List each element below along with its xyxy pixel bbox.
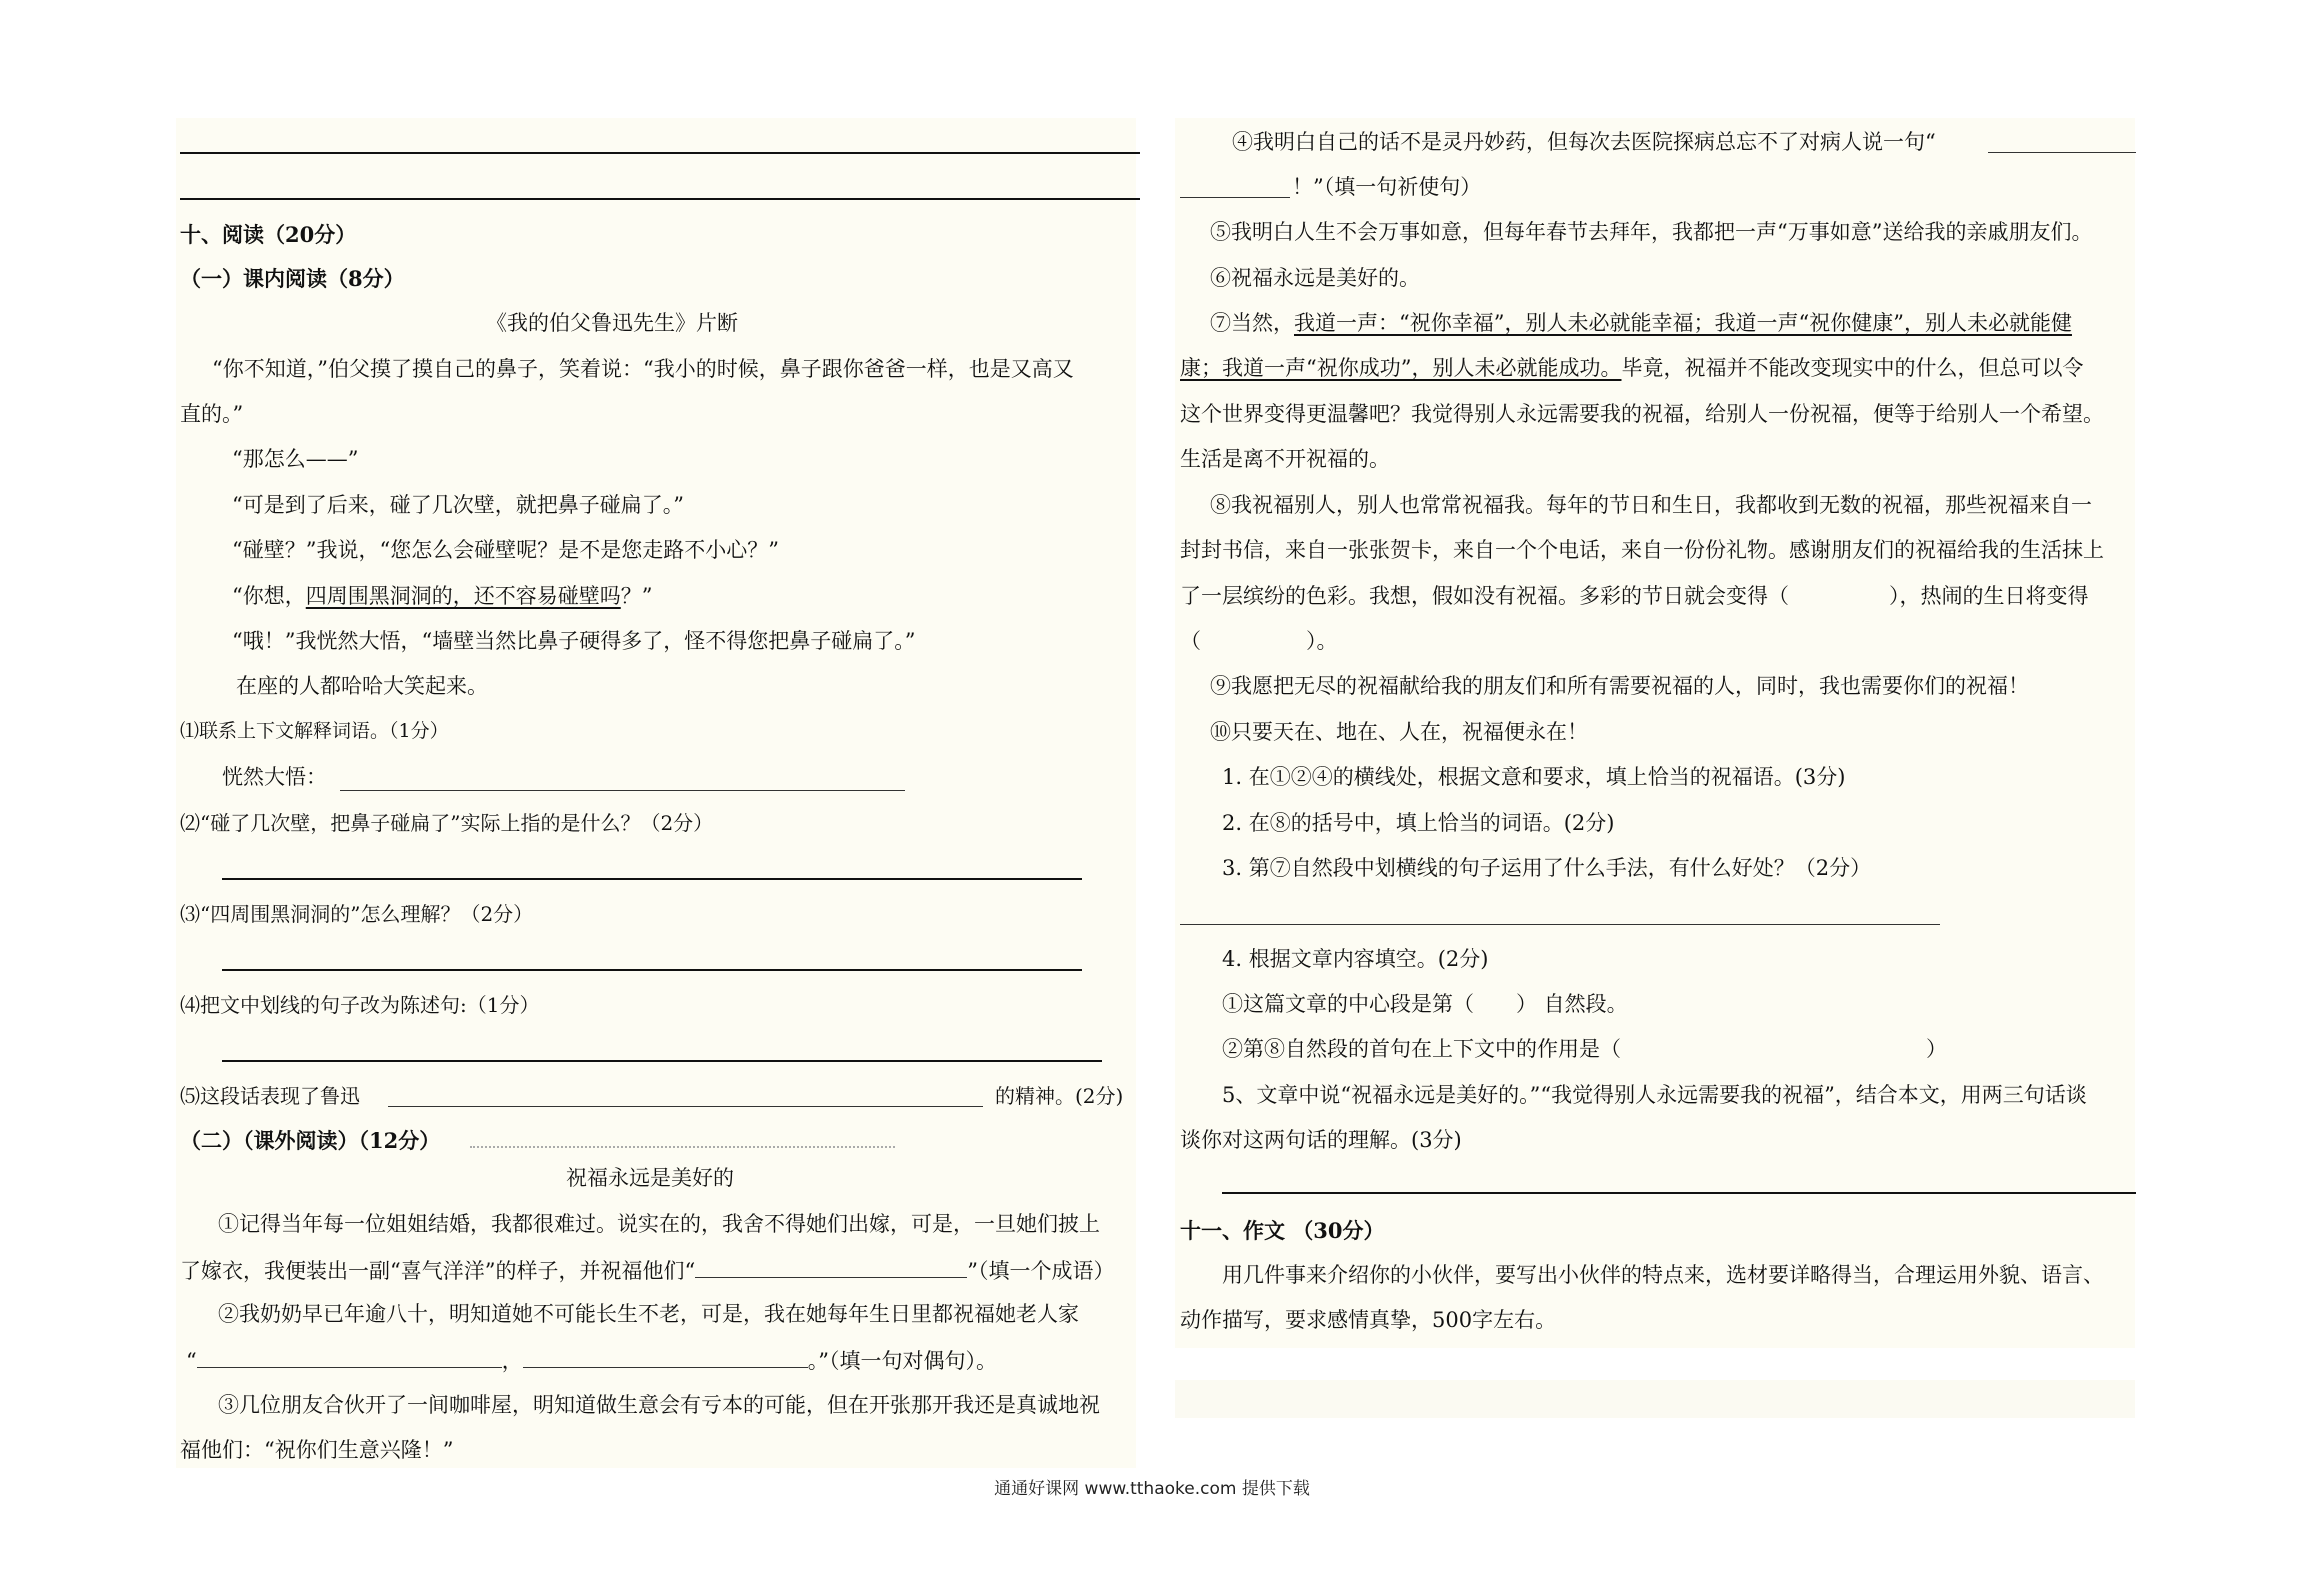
composition-prompt: 用几件事来介绍你的小伙伴，要写出小伙伴的特点来，选材要详略得当，合理运用外貌、语言、 [1222, 1263, 2104, 1287]
question-2: 2. 在⑧的括号中，填上恰当的词语。(2分) [1222, 811, 1615, 835]
answer-line [180, 152, 1140, 154]
passage-1-line: “碰壁？”我说，“您怎么会碰壁呢？是不是您走路不小心？” [232, 538, 779, 562]
answer-line [180, 198, 1140, 200]
answer-line[interactable] [388, 1106, 983, 1107]
subsection-2-heading: （二）（课外阅读）（12分） [180, 1128, 441, 1153]
passage-2-line: 生活是离不开祝福的。 [1180, 447, 1390, 471]
underlined-sentence: 我道一声：“祝你幸福”，别人未必就能幸福；我道一声“祝你健康”，别人未必就能健 [1294, 311, 2072, 335]
passage-2-line: ①记得当年每一位姐姐结婚，我都很难过。说实在的，我舍不得她们出嫁，可是，一旦她们披上 [218, 1212, 1100, 1236]
passage-2-title: 祝福永远是美好的 [566, 1166, 734, 1190]
question-5: 谈你对这两句话的理解。(3分) [1180, 1128, 1462, 1152]
dotted-leader [470, 1146, 895, 1148]
question-4: 4. 根据文章内容填空。(2分) [1222, 947, 1489, 971]
passage-1-line: “你不知道，”伯父摸了摸自己的鼻子，笑着说：“我小的时候，鼻子跟你爸爸一样，也是又高又 [212, 357, 1074, 381]
question-1: ⑴联系上下文解释词语。（1分） [180, 720, 449, 742]
section-10-heading: 十、阅读（20分） [180, 222, 357, 247]
question-5-end: 的精神。(2分) [995, 1084, 1124, 1108]
passage-2-line: 这个世界变得更温馨吧？我觉得别人永远需要我的祝福，给别人一份祝福，便等于给别人一个希望。 [1180, 402, 2104, 426]
right-column-bottom [1175, 1380, 2135, 1418]
passage-2-line: “ ， 。”（填一句对偶句）。 [186, 1349, 997, 1373]
answer-line[interactable] [1222, 1192, 2136, 1194]
passage-2-line: ⑤我明白人生不会万事如意，但每年春节去拜年，我都把一声“万事如意”送给我的亲戚朋友们。 [1210, 220, 2093, 244]
question-4b: ②第⑧自然段的首句在上下文中的作用是（ ） [1222, 1037, 1947, 1061]
question-2: ⑵“碰了几次壁，把鼻子碰扁了”实际上指的是什么？（2分） [180, 811, 714, 835]
passage-2-line: ⑥祝福永远是美好的。 [1210, 266, 1420, 290]
passage-1-line: 在座的人都哈哈大笑起来。 [236, 674, 488, 698]
answer-line[interactable] [1180, 924, 1940, 925]
question-1: 1. 在①②④的横线处，根据文意和要求，填上恰当的祝福语。(3分) [1222, 765, 1846, 789]
blank-2b[interactable] [523, 1347, 808, 1368]
answer-line[interactable] [222, 878, 1082, 880]
answer-line[interactable] [222, 1060, 1102, 1062]
question-5-start: ⑸这段话表现了鲁迅 [180, 1084, 360, 1108]
passage-2-line: ⑦当然，我道一声：“祝你幸福”，别人未必就能幸福；我道一声“祝你健康”，别人未必就能健 [1210, 311, 2072, 335]
passage-1-line: “你想，四周围黑洞洞的，还不容易碰壁吗？” [232, 584, 653, 608]
underlined-sentence: 康；我道一声“祝你成功”，别人未必就能成功。 [1180, 356, 1622, 380]
blank-4b[interactable] [1180, 197, 1290, 198]
subsection-1-heading: （一）课内阅读（8分） [180, 266, 405, 291]
passage-1-line: 直的。” [180, 402, 244, 426]
underlined-sentence: 四周围黑洞洞的，还不容易碰壁吗 [305, 584, 621, 608]
question-4: ⑷把文中划线的句子改为陈述句:（1分） [180, 993, 540, 1017]
question-3: 3. 第⑦自然段中划横线的句子运用了什么手法，有什么好处？（2分） [1222, 856, 1872, 880]
passage-2-line: ⑩只要天在、地在、人在，祝福便永在！ [1210, 720, 1588, 744]
question-4a: ①这篇文章的中心段是第（ ） 自然段。 [1222, 992, 1628, 1016]
composition-prompt: 动作描写，要求感情真挚，500字左右。 [1180, 1308, 1557, 1332]
question-3: ⑶“四周围黑洞洞的”怎么理解？（2分） [180, 902, 534, 926]
passage-2-line: 了一层缤纷的色彩。我想，假如没有祝福。多彩的节日就会变得（ ），热闹的生日将变得 [1180, 584, 2089, 608]
passage-2-line: 封封书信，来自一张张贺卡，来自一个个电话，来自一份份礼物。感谢朋友们的祝福给我的生活抹上 [1180, 538, 2104, 562]
passage-2-line: 福他们：“祝你们生意兴隆！” [180, 1438, 454, 1462]
blank-1[interactable] [695, 1257, 967, 1278]
passage-2-line: ④我明白自己的话不是灵丹妙药，但每次去医院探病总忘不了对病人说一句“ [1232, 130, 1936, 154]
answer-line[interactable] [222, 969, 1082, 971]
passage-2-line: 了嫁衣，我便装出一副“喜气洋洋”的样子，并祝福他们“ ”（填一个成语） [180, 1259, 1115, 1283]
passage-1-line: “哦！”我恍然大悟，“墙壁当然比鼻子硬得多了，怪不得您把鼻子碰扁了。” [232, 629, 916, 653]
passage-1-line: “可是到了后来，碰了几次壁，就把鼻子碰扁了。” [232, 493, 684, 517]
passage-2-line: ⑨我愿把无尽的祝福献给我的朋友们和所有需要祝福的人，同时，我也需要你们的祝福！ [1210, 674, 2029, 698]
passage-2-line: 康；我道一声“祝你成功”，别人未必就能成功。毕竟，祝福并不能改变现实中的什么，但总可以令 [1180, 356, 2084, 380]
footer-watermark: 通通好课网 www.tthaoke.com 提供下载 [994, 1479, 1310, 1499]
blank-4a[interactable] [1988, 152, 2136, 153]
section-11-heading: 十一、作文 （30分） [1180, 1218, 1385, 1243]
passage-2-line: （ ）。 [1180, 629, 1338, 653]
question-1-word: 恍然大悟： [222, 765, 327, 789]
passage-2-line: ②我奶奶早已年逾八十，明知道她不可能长生不老，可是，我在她每年生日里都祝福她老人家 [218, 1302, 1079, 1326]
blank-2a[interactable] [197, 1347, 502, 1368]
answer-line[interactable] [340, 790, 905, 791]
passage-1-line: “那怎么——” [232, 447, 359, 471]
question-5: 5、文章中说“祝福永远是美好的。”“我觉得别人永远需要我的祝福”，结合本文，用两三句话谈 [1222, 1083, 2087, 1107]
passage-1-title: 《我的伯父鲁迅先生》片断 [486, 311, 738, 335]
passage-2-line: ③几位朋友合伙开了一间咖啡屋，明知道做生意会有亏本的可能，但在开张那开我还是真诚地祝 [218, 1393, 1100, 1417]
passage-2-line: ！”（填一句祈使句） [1292, 175, 1482, 199]
passage-2-line: ⑧我祝福别人，别人也常常祝福我。每年的节日和生日，我都收到无数的祝福，那些祝福来自一 [1210, 493, 2092, 517]
